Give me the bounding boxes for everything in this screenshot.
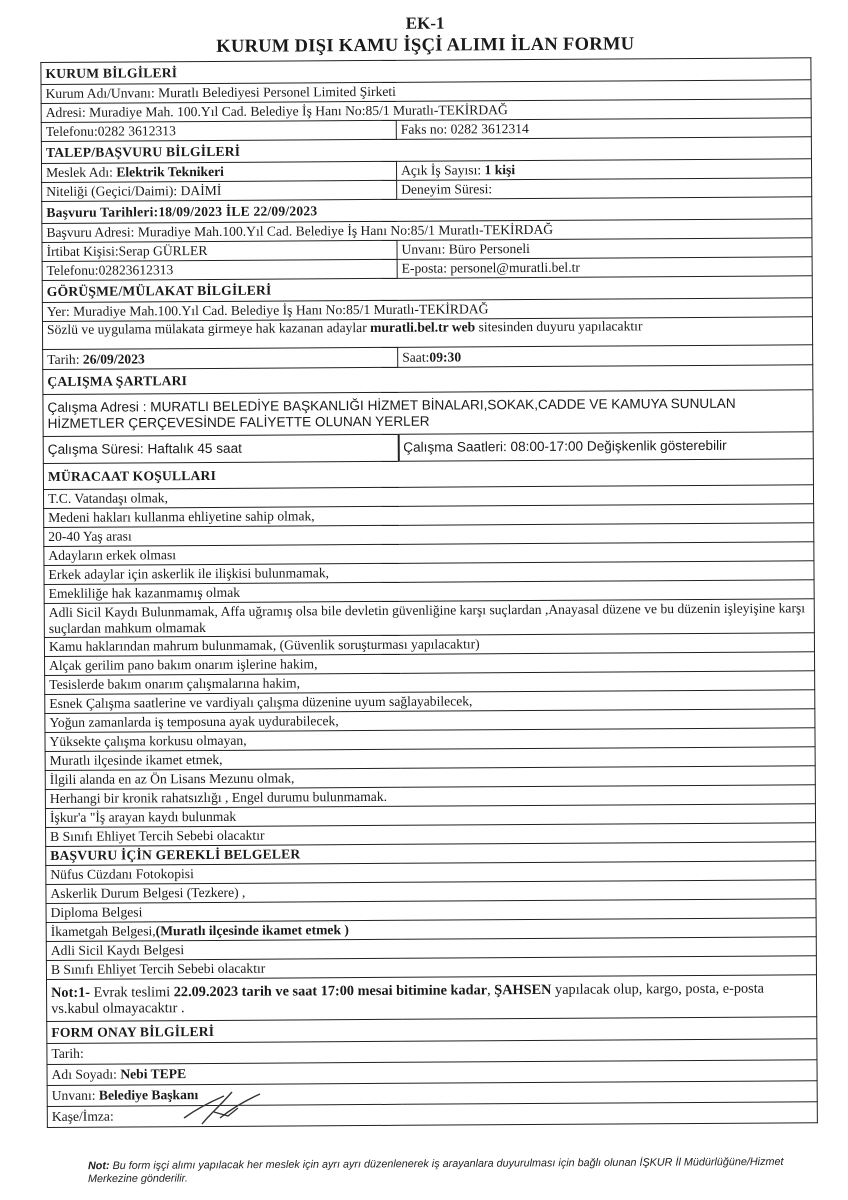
tarih-value: 26/09/2023 xyxy=(82,350,145,367)
section-belgeler: BAŞVURU İÇİN GEREKLİ BELGELER xyxy=(46,842,816,866)
muracaat-item: Tesislerde bakım onarım çalışmalarına hakim, xyxy=(45,671,815,695)
muracaat-list xyxy=(43,485,815,847)
ikamet-text: İkametgah Belgesi, xyxy=(50,923,156,939)
duyuru-text-end: sitesinden duyuru yapılacaktır xyxy=(475,318,643,335)
section-kurum: KURUM BİLGİLERİ xyxy=(41,58,811,85)
belge-item: Askerlik Durum Belgesi (Tezkere) , xyxy=(46,880,816,904)
muracaat-item: Erkek adaylar için askerlik ile ilişkisi bulunmamak, xyxy=(44,561,814,585)
meslek-value: Elektrik Teknikeri xyxy=(116,163,224,180)
unvan-value: Belediye Başkanı xyxy=(98,1087,199,1103)
annex-label: EK-1 xyxy=(405,13,445,33)
gorusme-saat xyxy=(398,345,813,368)
muracaat-item: 20-40 Yaş arası xyxy=(44,523,814,547)
saat-label: Saat: xyxy=(402,349,430,365)
irtibat-telefon: Telefonu:02823612313 xyxy=(42,259,397,280)
muracaat-item: Alçak gerilim pano bakım onarım işlerine hakim, xyxy=(45,652,815,676)
deneyim-suresi: Deneyim Süresi: xyxy=(397,178,812,200)
muracaat-item: İşkur'a "İş arayan kaydı bulunmak xyxy=(45,804,815,828)
ikamet-note: (Muratlı ilçesinde ikamet etmek ) xyxy=(155,922,349,939)
not-label: Not:1- xyxy=(51,984,91,1001)
muracaat-item: Yoğun zamanlarda iş temposuna ayak uydurabilecek, xyxy=(45,709,815,733)
basvuru-adresi: Başvuru Adresi: Muradiye Mah.100.Yıl Cad. Belediye İş Hanı No:85/1 Muratlı-TEKİRDAĞ xyxy=(42,219,812,243)
unvan-label: Unvanı: xyxy=(51,1087,99,1103)
signature-image xyxy=(180,1088,270,1130)
irtibat-eposta: E-posta: personel@muratli.bel.tr xyxy=(397,257,812,279)
teslim-notu xyxy=(46,975,816,1022)
form-sheet xyxy=(40,0,817,1128)
kurum-adres: Adresi: Muradiye Mah. 100.Yıl Cad. Belediye İş Hanı No:85/1 Muratlı-TEKİRDAĞ xyxy=(41,99,811,123)
muracaat-item: İlgili alanda en az Ön Lisans Mezunu olmak, xyxy=(45,766,815,790)
muracaat-item: Herhangi bir kronik rahatsızlığı , Engel durumu bulunmamak. xyxy=(45,785,815,809)
acik-label: Açık İş Sayısı: xyxy=(401,162,485,178)
nitelik: Niteliği (Geçici/Daimi): DAİMİ xyxy=(42,180,397,201)
calisma-adresi: Çalışma Adresi : MURATLI BELEDİYE BAŞKANLIĞI HİZMET BİNALARI,SOKAK,CADDE VE KAMUYA SUNULAN HİZMETLER ÇERÇEVESİNDE FALİYETTE OLUNAN YERLER xyxy=(43,390,813,437)
gorusme-tarih xyxy=(43,347,398,369)
basvuru-tarihleri: Başvuru Tarihleri:18/09/2023 İLE 22/09/2023 xyxy=(42,197,812,224)
footnote-label: Not: xyxy=(87,1160,110,1173)
belge-item: B Sınıfı Ehliyet Tercih Sebebi olacaktır xyxy=(46,956,816,980)
muracaat-item: Kamu haklarından mahrum bulunmamak, (Güvenlik soruşturması yapılacaktır) xyxy=(44,633,814,657)
section-calisma: ÇALIŞMA ŞARTLARI xyxy=(43,365,813,395)
not-text-1: Evrak teslimi xyxy=(89,983,174,1001)
irtibat-unvan: Unvanı: Büro Personeli xyxy=(397,238,812,260)
kurum-telefon: Telefonu:0282 3612313 xyxy=(41,120,396,141)
belge-item: Diploma Belgesi xyxy=(46,899,816,923)
muracaat-item: B Sınıfı Ehliyet Tercih Sebebi olacaktır xyxy=(46,823,816,847)
section-gorusme: GÖRÜŞME/MÜLAKAT BİLGİLERİ xyxy=(42,276,812,303)
duyuru-website: muratli.bel.tr web xyxy=(370,319,476,335)
meslek-adi xyxy=(41,161,396,182)
form-title: KURUM DIŞI KAMU İŞÇİ ALIMI İLAN FORMU xyxy=(216,34,635,57)
form-table xyxy=(40,57,818,1128)
belge-item: Adli Sicil Kaydı Belgesi xyxy=(46,937,816,961)
footnote xyxy=(88,1156,788,1186)
adsoyad-value: Nebi TEPE xyxy=(120,1066,187,1082)
belge-list xyxy=(46,861,816,923)
acik-value: 1 kişi xyxy=(484,162,516,178)
belge-list-2 xyxy=(46,937,816,980)
kurum-ad: Kurum Adı/Unvanı: Muratlı Belediyesi Personel Limited Şirketi xyxy=(41,80,811,104)
muracaat-item: Adli Sicil Kaydı Bulunmamak, Affa uğramış olsa bile devletin güvenliğine karşı suçlardan ,Anayasal düzene ve bu düzenin işleyişine karşı suçlardan mahkum olmamak xyxy=(44,599,814,638)
not-text-2: , xyxy=(487,981,495,998)
calisma-suresi: Çalışma Süresi: Haftalık 45 saat xyxy=(43,434,398,463)
muracaat-item: Adayların erkek olması xyxy=(44,542,814,566)
onay-kase: Kaşe/İmza: xyxy=(47,1102,817,1128)
irtibat-kisisi: İrtibat Kişisi:Serap GÜRLER xyxy=(42,240,397,261)
not-sahsen: ŞAHSEN xyxy=(494,981,552,998)
acik-is-sayisi xyxy=(396,159,811,181)
calisma-saatleri: Çalışma Saatleri: 08:00-17:00 Değişkenlik gösterebilir xyxy=(398,432,813,462)
footnote-text: Bu form işçi alımı yapılacak her meslek için ayrı ayrı düzenlenerek iş arayanlara duyurulması için bağlı olunan İŞKUR İl Müdürlüğüne/Hizmet Merkezine gönderilir. xyxy=(88,1155,784,1186)
section-onay: FORM ONAY BİLGİLERİ xyxy=(47,1017,817,1044)
muracaat-item: Medeni hakları kullanma ehliyetine sahip olmak, xyxy=(44,504,814,528)
belge-item: Nüfus Cüzdanı Fotokopisi xyxy=(46,861,816,885)
saat-value: 09:30 xyxy=(429,348,462,365)
muracaat-item: Emekliliğe hak kazanmamış olmak xyxy=(44,580,814,604)
gorusme-yer: Yer: Muradiye Mah.100.Yıl Cad. Belediye İş Hanı No:85/1 Muratlı-TEKİRDAĞ xyxy=(42,298,812,322)
tarih-label: Tarih: xyxy=(47,351,83,367)
onay-tarih: Tarih: xyxy=(47,1039,817,1065)
not-deadline: 22.09.2023 tarih ve saat 17:00 mesai bitimine kadar xyxy=(173,981,488,1000)
kurum-faks: Faks no: 0282 3612314 xyxy=(396,118,811,140)
muracaat-item: Yüksekte çalışma korkusu olmayan, xyxy=(45,728,815,752)
duyuru-text: Sözlü ve uygulama mülakata girmeye hak kazanan adaylar xyxy=(46,319,371,337)
muracaat-item: Esnek Çalışma saatlerine ve vardiyalı çalışma düzenine uyum sağlayabilecek, xyxy=(45,690,815,714)
meslek-label: Meslek Adı: xyxy=(46,164,117,180)
muracaat-item: Muratlı ilçesinde ikamet etmek, xyxy=(45,747,815,771)
section-muracaat: MÜRACAAT KOŞULLARI xyxy=(43,459,813,490)
section-talep: TALEP/BAŞVURU BİLGİLERİ xyxy=(41,137,811,164)
muracaat-item: T.C. Vatandaşı olmak, xyxy=(43,485,813,509)
not-text-3: yapılacak olup, kargo, posta, e-posta vs.kabul olmayacaktır . xyxy=(51,980,765,1017)
adsoyad-label: Adı Soyadı: xyxy=(51,1066,121,1082)
